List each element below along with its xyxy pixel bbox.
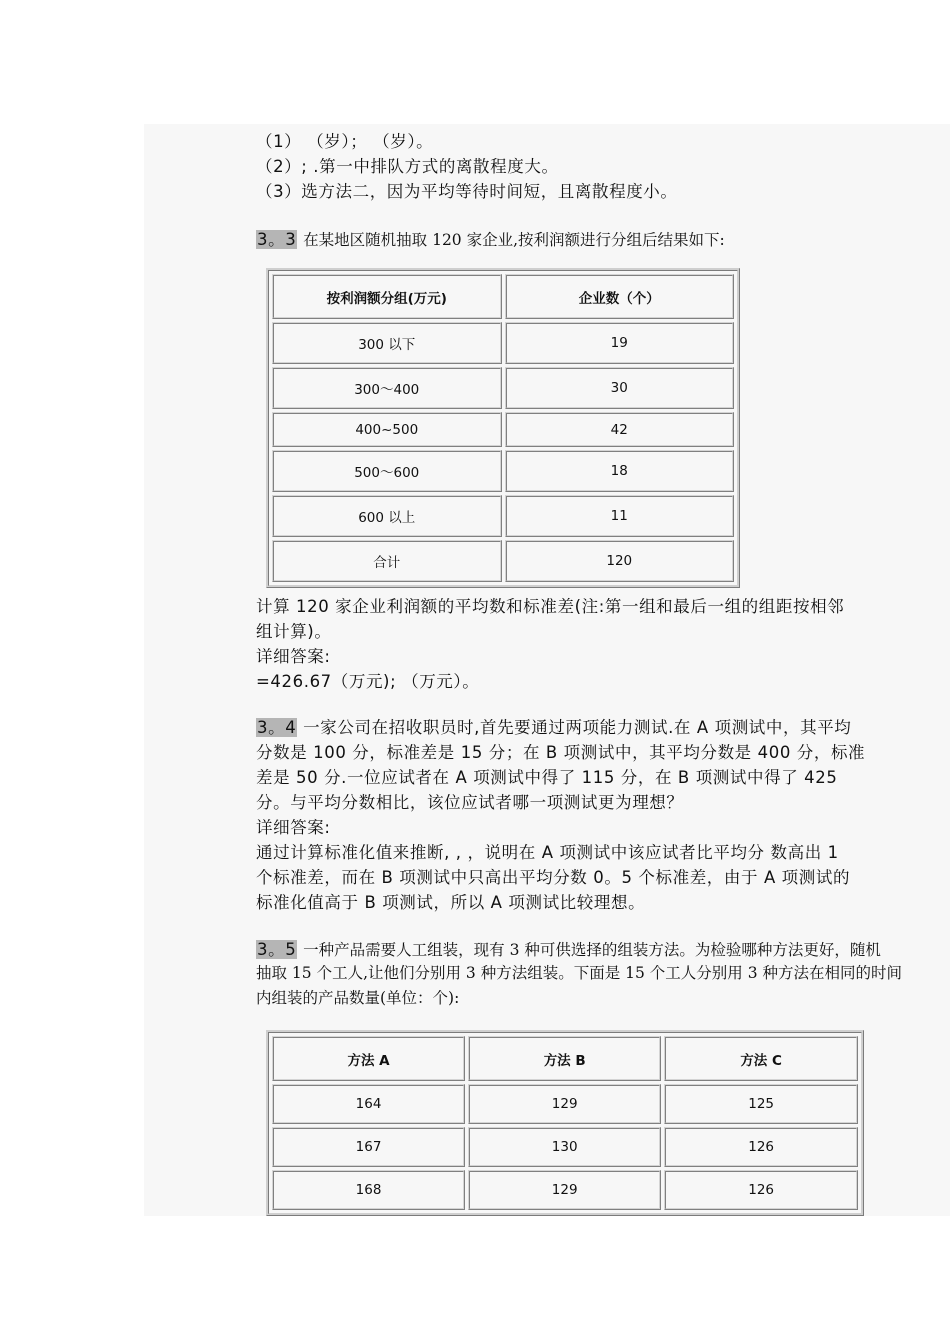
table-cell: 500～600 [272, 450, 502, 492]
question-number: 3。4 [257, 718, 297, 737]
table-header: 方法 B [468, 1036, 661, 1081]
question-3-5-line-3: 内组装的产品数量(单位：个): [256, 989, 460, 1007]
table-cell: 126 [664, 1127, 858, 1167]
table-header: 企业数（个） [505, 274, 735, 319]
table-cell: 129 [468, 1170, 661, 1210]
question-3-3-intro [256, 226, 725, 250]
table-cell: 129 [468, 1084, 661, 1124]
table-row [272, 450, 734, 492]
answer-line-3: （3）选方法二，因为平均等待时间短，且离散程度小。 [256, 182, 678, 201]
table-cell: 11 [505, 495, 735, 537]
table-row [272, 322, 734, 364]
question-number: 3。3 [257, 230, 297, 249]
question-text: 在某地区随机抽取 120 家企业,按利润额进行分组后结果如下: [303, 231, 725, 249]
table-cell: 120 [505, 540, 735, 582]
table-row [272, 495, 734, 537]
question-3-4-line-4: 分。与平均分数相比，该位应试者哪一项测试更为理想？ [256, 793, 684, 812]
answer-3-4-line-1: 通过计算标准化值来推断, , ，说明在 A 项测试中该应试者比平均分 数高出 1 [256, 843, 839, 862]
table-cell: 600 以上 [272, 495, 502, 537]
question-3-4-line-3: 差是 50 分.一位应试者在 A 项测试中得了 115 分，在 B 项测试中得了 425 [256, 768, 838, 787]
table-row [272, 367, 734, 409]
table-header: 方法 C [664, 1036, 858, 1081]
question-3-3-line-1: 计算 120 家企业利润额的平均数和标准差(注:第一组和最后一组的组距按相邻 [256, 597, 845, 616]
table-cell: 300～400 [272, 367, 502, 409]
answer-label: 详细答案: [256, 818, 331, 837]
question-3-3-line-2: 组计算)。 [256, 622, 332, 641]
table-cell: 400~500 [272, 412, 502, 447]
answer-line-1: （1） （岁）； （岁）。 [256, 132, 434, 151]
table-cell: 125 [664, 1084, 858, 1124]
table-cell: 300 以下 [272, 322, 502, 364]
table-cell: 30 [505, 367, 735, 409]
question-3-5-line-1 [256, 936, 881, 960]
table-row [272, 1170, 858, 1210]
assembly-table [266, 1030, 864, 1216]
table-row [272, 540, 734, 582]
question-3-4-line-2: 分数是 100 分，标准差是 15 分；在 B 项测试中，其平均分数是 400 分，标准 [256, 743, 866, 762]
table-cell: 167 [272, 1127, 465, 1167]
answer-label: 详细答案: [256, 647, 331, 666]
question-text: 一家公司在招收职员时,首先要通过两项能力测试.在 A 项测试中，其平均 [297, 718, 852, 737]
table-row [272, 412, 734, 447]
table-cell: 164 [272, 1084, 465, 1124]
answer-3-4-line-2: 个标准差，而在 B 项测试中只高出平均分数 0。5 个标准差，由于 A 项测试的 [256, 868, 851, 887]
table-row [272, 1084, 858, 1124]
table-cell: 18 [505, 450, 735, 492]
table-header: 按利润额分组(万元) [272, 274, 502, 319]
question-text: 一种产品需要人工组装，现有 3 种可供选择的组装方法。为检验哪种方法更好，随机 [303, 941, 881, 959]
question-3-5-line-2: 抽取 15 个工人,让他们分别用 3 种方法组装。下面是 15 个工人分别用 3 种方法在相同的时间 [256, 964, 903, 982]
table-header: 方法 A [272, 1036, 465, 1081]
answer-line-2: （2）; .第一中排队方式的离散程度大。 [256, 157, 559, 176]
answer-3-4-line-3: 标准化值高于 B 项测试，所以 A 项测试比较理想。 [256, 893, 646, 912]
profit-table [266, 268, 740, 588]
table-cell: 168 [272, 1170, 465, 1210]
question-number: 3。5 [257, 940, 297, 959]
answer-3-3: =426.67（万元); （万元）。 [256, 672, 480, 691]
table-cell: 126 [664, 1170, 858, 1210]
table-cell: 19 [505, 322, 735, 364]
table-cell: 42 [505, 412, 735, 447]
question-3-4-line-1 [256, 714, 851, 738]
table-cell: 合计 [272, 540, 502, 582]
table-row [272, 1127, 858, 1167]
table-cell: 130 [468, 1127, 661, 1167]
